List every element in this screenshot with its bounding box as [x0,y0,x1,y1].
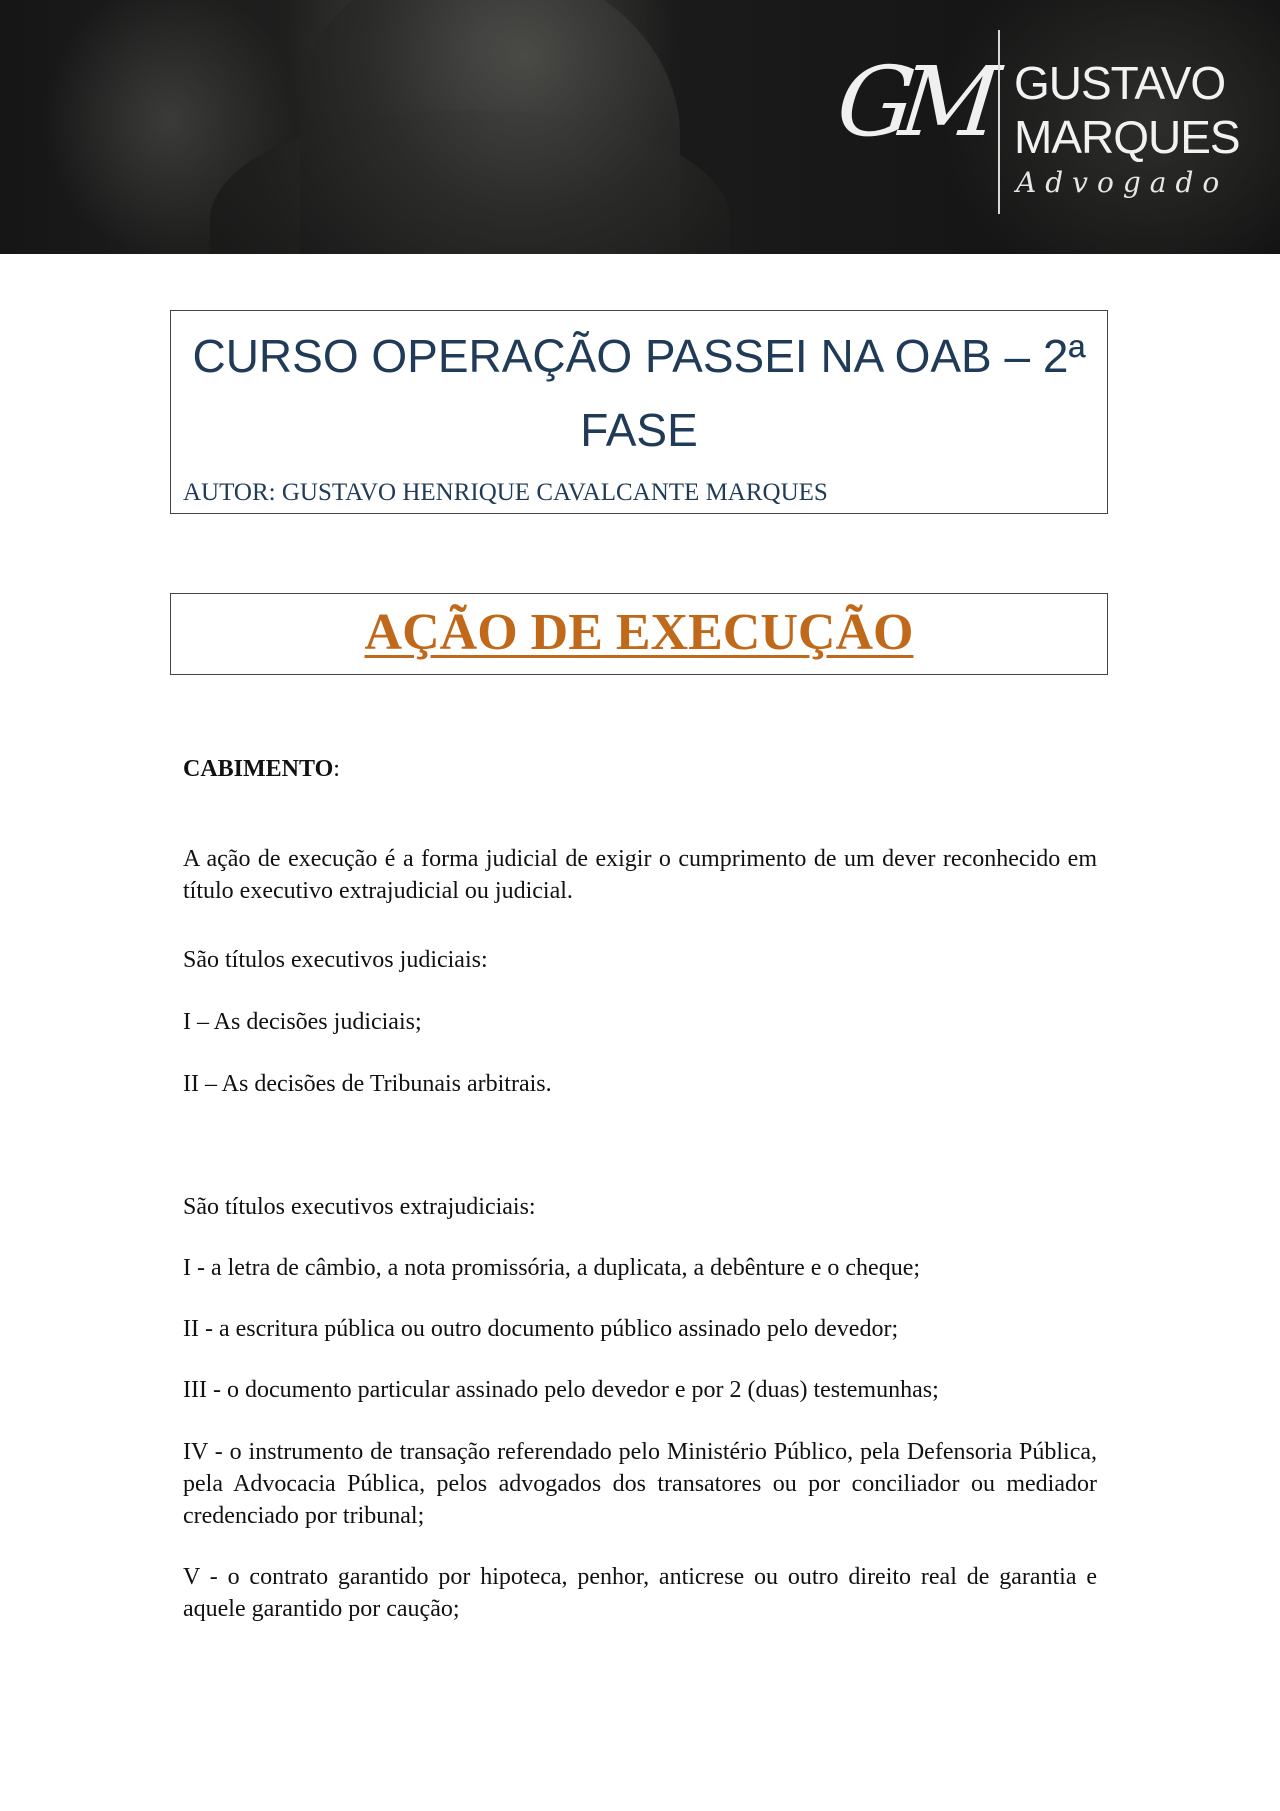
header-banner [0,0,1280,254]
extrajudicial-item: V - o contrato garantido por hipoteca, penhor, anticrese ou outro direito real de garantia e aquele garantido por caução; [183,1564,1097,1622]
banner-photo-figure [300,0,680,254]
section-title: AÇÃO DE EXECUÇÃO [364,604,914,661]
logo-name-first: GUSTAVO [1014,57,1226,109]
judicial-item: II – As decisões de Tribunais arbitrais. [183,1071,552,1097]
course-author: AUTOR: GUSTAVO HENRIQUE CAVALCANTE MARQUES [183,479,828,506]
course-title-box [170,310,1108,514]
intro-paragraph: A ação de execução é a forma judicial de exigir o cumprimento de um dever reconhecido em título executivo extrajudicial ou judicial. [183,846,1097,904]
logo-subtitle: Advogado [1016,166,1229,199]
extrajudicial-item: IV - o instrumento de transação referendado pelo Ministério Público, pela Defensoria Pública, pela Advocacia Pública, pelos advogados dos transatores ou por conciliador ou mediador credenciado por tribunal; [183,1439,1097,1529]
judicial-heading: São títulos executivos judiciais: [183,947,488,973]
logo-monogram: GM [832,46,991,158]
extrajudicial-item: I - a letra de câmbio, a nota promissória, a duplicata, a debênture e o cheque; [183,1255,921,1281]
judicial-item: I – As decisões judiciais; [183,1009,422,1035]
extrajudicial-item: II - a escritura pública ou outro documento público assinado pelo devedor; [183,1316,899,1342]
logo [832,28,1248,218]
cabimento-suffix: : [333,756,340,782]
cabimento-label: CABIMENTO [183,756,334,782]
extrajudicial-item: III - o documento particular assinado pelo devedor e por 2 (duas) testemunhas; [183,1377,939,1403]
logo-name-last: MARQUES [1014,111,1240,163]
extrajudicial-heading: São títulos executivos extrajudiciais: [183,1194,536,1220]
section-heading-box [170,593,1108,675]
course-title: CURSO OPERAÇÃO PASSEI NA OAB – 2ª FASE [192,330,1086,456]
cabimento-heading [183,753,1097,785]
logo-divider [998,30,1000,214]
